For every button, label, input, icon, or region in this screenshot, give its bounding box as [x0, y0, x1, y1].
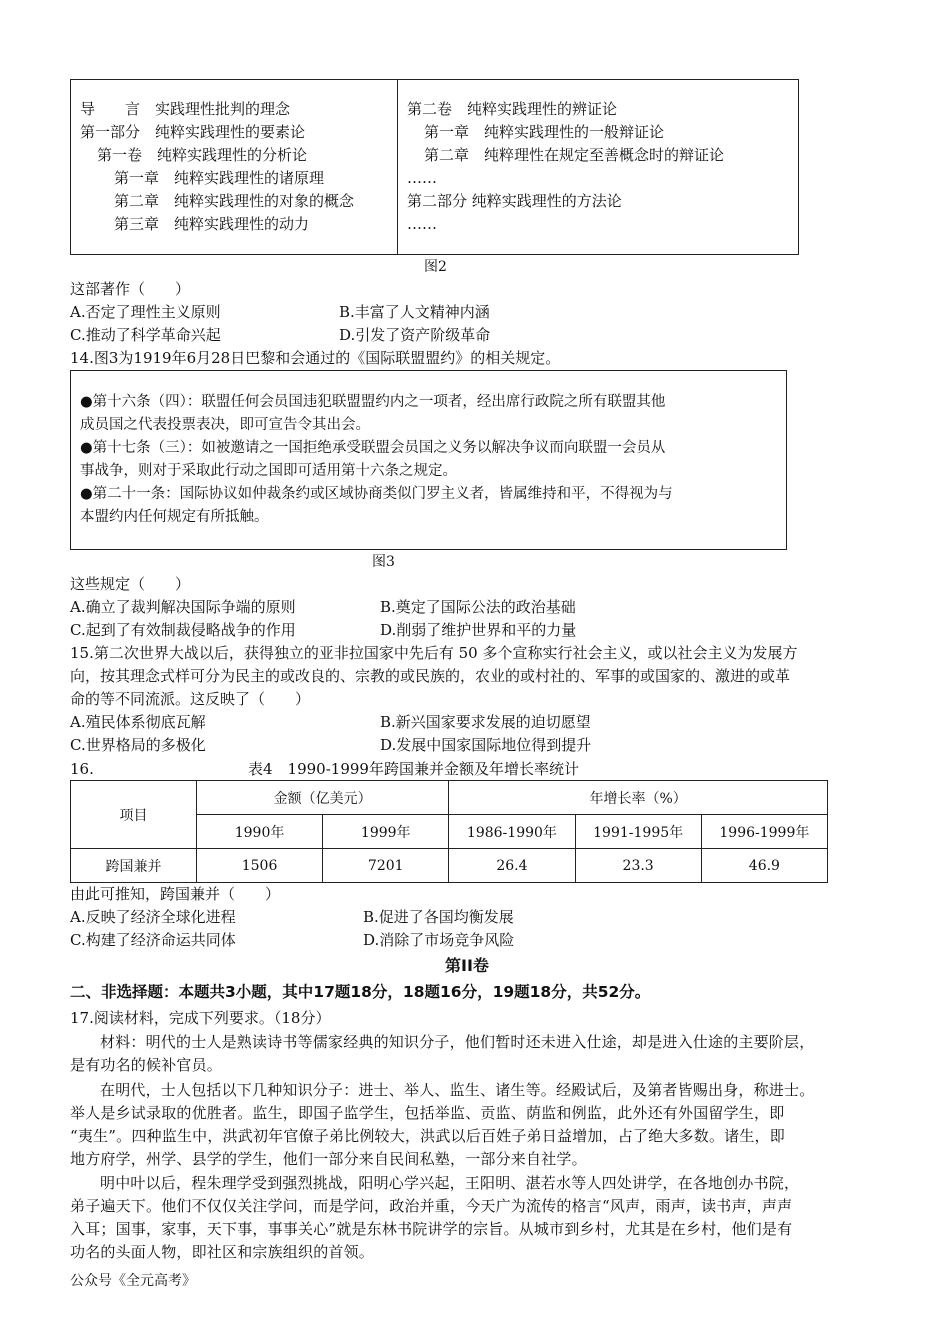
q13-option-b: B.丰富了人文精神内涵	[339, 303, 490, 321]
fig2-left-line: 第一卷 纯粹实践理性的分析论	[97, 146, 308, 164]
fig2-right-line: 第二部分 纯粹实践理性的方法论	[407, 192, 622, 210]
q14-stem: 这些规定（ ）	[70, 575, 191, 593]
q17-material-line: “夷生”。四种监生中，洪武初年官僚子弟比例较大，洪武以后百姓子弟日益增加，占了绝大多数。诸生，即	[70, 1127, 785, 1145]
q17-material-line: 材料：明代的士人是熟读诗书等儒家经典的知识分子，他们暂时还未进入仕途，却是进入仕途的主要阶层，	[100, 1033, 815, 1051]
q17-material-line: 功名的头面人物，即社区和宗族组织的首领。	[70, 1243, 375, 1261]
q17-intro: 17.阅读材料，完成下列要求。（18分）	[70, 1009, 331, 1027]
q14-intro: 14.图3为1919年6月28日巴黎和会通过的《国际联盟盟约》的相关规定。	[70, 349, 561, 367]
figure-2-divider	[397, 79, 398, 255]
q14-option-c: C.起到了有效制裁侵略战争的作用	[70, 621, 296, 639]
part-2-title: 第II卷	[445, 956, 489, 975]
table-subheader: 1996-1999年	[701, 815, 827, 849]
q14-option-d: D.削弱了维护世界和平的力量	[380, 621, 577, 639]
q14-option-a: A.确立了裁判解决国际争端的原则	[70, 598, 296, 616]
table-cell: 1506	[196, 849, 322, 883]
fig2-right-line: 第二章 纯粹理性在规定至善概念时的辩证论	[424, 146, 725, 164]
table-cell: 7201	[323, 849, 449, 883]
table-subheader: 1999年	[323, 815, 449, 849]
table-subheader: 1986-1990年	[449, 815, 575, 849]
fig2-right-line: ……	[407, 215, 437, 233]
q13-option-c: C.推动了科学革命兴起	[70, 326, 221, 344]
q15-option-d: D.发展中国家国际地位得到提升	[380, 736, 592, 754]
fig3-line: ●第二十一条：国际协议如仲裁条约或区域协商类似门罗主义者，皆属维持和平，不得视为与	[80, 486, 673, 502]
fig2-left-line: 第一章 纯粹实践理性的诸原理	[114, 169, 325, 187]
q15-option-b: B.新兴国家要求发展的迫切愿望	[380, 713, 591, 731]
q15-option-c: C.世界格局的多极化	[70, 736, 206, 754]
q16-stem: 由此可推知，跨国兼并（ ）	[70, 885, 281, 903]
table-row-label: 跨国兼并	[71, 849, 197, 883]
table-cell: 26.4	[449, 849, 575, 883]
q17-material-line: 弟子遍天下。他们不仅仅关注学问，而是学问，政治并重，今天广为流传的格言“风声，雨声，读书声，声声	[70, 1197, 793, 1215]
table-header-item: 项目	[71, 781, 197, 849]
table-4	[70, 780, 828, 883]
q15-line: 命的等不同流派。这反映了（ ）	[70, 690, 311, 708]
fig3-line: 成员国之代表投票表决，即可宣告令其出会。	[80, 417, 370, 433]
figure-3-caption: 图3	[372, 554, 395, 570]
q16-option-b: B.促进了各国均衡发展	[363, 908, 514, 926]
q16-option-a: A.反映了经济全球化进程	[70, 908, 236, 926]
fig2-left-line: 第一部分 纯粹实践理性的要素论	[80, 123, 306, 141]
part-2-heading: 二、非选择题：本题共3小题，其中17题18分，18题16分，19题18分，共52分。	[70, 983, 651, 1001]
q17-material-line: 是有功名的候补官员。	[70, 1056, 223, 1074]
q17-material-line: 举人是乡试录取的优胜者。监生，即国子监学生，包括举监、贡监、荫监和例监，此外还有外国留学生，即	[70, 1104, 785, 1122]
q17-material-line: 地方府学，州学、县学的学生，他们一部分来自民间私塾，一部分来自社学。	[70, 1150, 587, 1168]
fig2-right-line: ……	[407, 169, 437, 187]
q13-option-d: D.引发了资产阶级革命	[339, 326, 491, 344]
fig3-line: 事战争，则对于采取此行动之国即可适用第十六条之规定。	[80, 463, 457, 479]
fig3-line: 本盟约内任何规定有所抵触。	[80, 509, 269, 525]
fig2-left-line: 导 言 实践理性批判的理念	[80, 100, 291, 118]
q16-number: 16.	[70, 760, 94, 778]
fig2-left-line: 第二章 纯粹实践理性的对象的概念	[114, 192, 355, 210]
q16-option-d: D.消除了市场竞争风险	[363, 931, 515, 949]
table-cell: 46.9	[701, 849, 827, 883]
q15-line: 15.第二次世界大战以后，获得独立的亚非拉国家中先后有 50 多个宣称实行社会主义，或以社会主义为发展方	[70, 644, 798, 662]
table-4-title: 表4 1990-1999年跨国兼并金额及年增长率统计	[248, 760, 579, 778]
table-subheader: 1991-1995年	[575, 815, 701, 849]
table-cell: 23.3	[575, 849, 701, 883]
q15-line: 向，按其理念式样可分为民主的或改良的、宗教的或民族的，农业的或村社的、军事的或国家的、激进的或革	[70, 667, 791, 685]
table-subheader: 1990年	[196, 815, 322, 849]
q14-option-b: B.奠定了国际公法的政治基础	[380, 598, 576, 616]
fig2-left-line: 第三章 纯粹实践理性的动力	[114, 215, 310, 233]
table-header-rate: 年增长率（%）	[449, 781, 828, 815]
fig3-line: ●第十六条（四）：联盟任何会员国违犯联盟盟约内之一项者，经出席行政院之所有联盟其他	[80, 394, 666, 410]
q17-material-line: 入耳；国事，家事，天下事，事事关心”就是东林书院讲学的宗旨。从城市到乡村，尤其是在乡村，他们是有	[70, 1220, 793, 1238]
q17-material-line: 明中叶以后，程朱理学受到强烈挑战，阳明心学兴起，王阳明、湛若水等人四处讲学，在各地创办书院，	[100, 1174, 800, 1192]
footer-text: 公众号《全元高考》	[70, 1273, 196, 1289]
q15-option-a: A.殖民体系彻底瓦解	[70, 713, 206, 731]
table-header-amount: 金额（亿美元）	[196, 781, 448, 815]
q17-material-line: 在明代，士人包括以下几种知识分子：进士、举人、监生、诸生等。经殿试后，及第者皆赐出身，称进士。	[100, 1081, 815, 1099]
q13-option-a: A.否定了理性主义原则	[70, 303, 221, 321]
fig2-right-line: 第二卷 纯粹实践理性的辨证论	[407, 100, 618, 118]
q16-option-c: C.构建了经济命运共同体	[70, 931, 236, 949]
q13-stem: 这部著作（ ）	[70, 280, 191, 298]
fig3-line: ●第十七条（三）：如被邀请之一国拒绝承受联盟会员国之义务以解决争议而向联盟一会员从	[80, 440, 666, 456]
figure-2-caption: 图2	[424, 259, 447, 275]
fig2-right-line: 第一章 纯粹实践理性的一般辩证论	[424, 123, 665, 141]
